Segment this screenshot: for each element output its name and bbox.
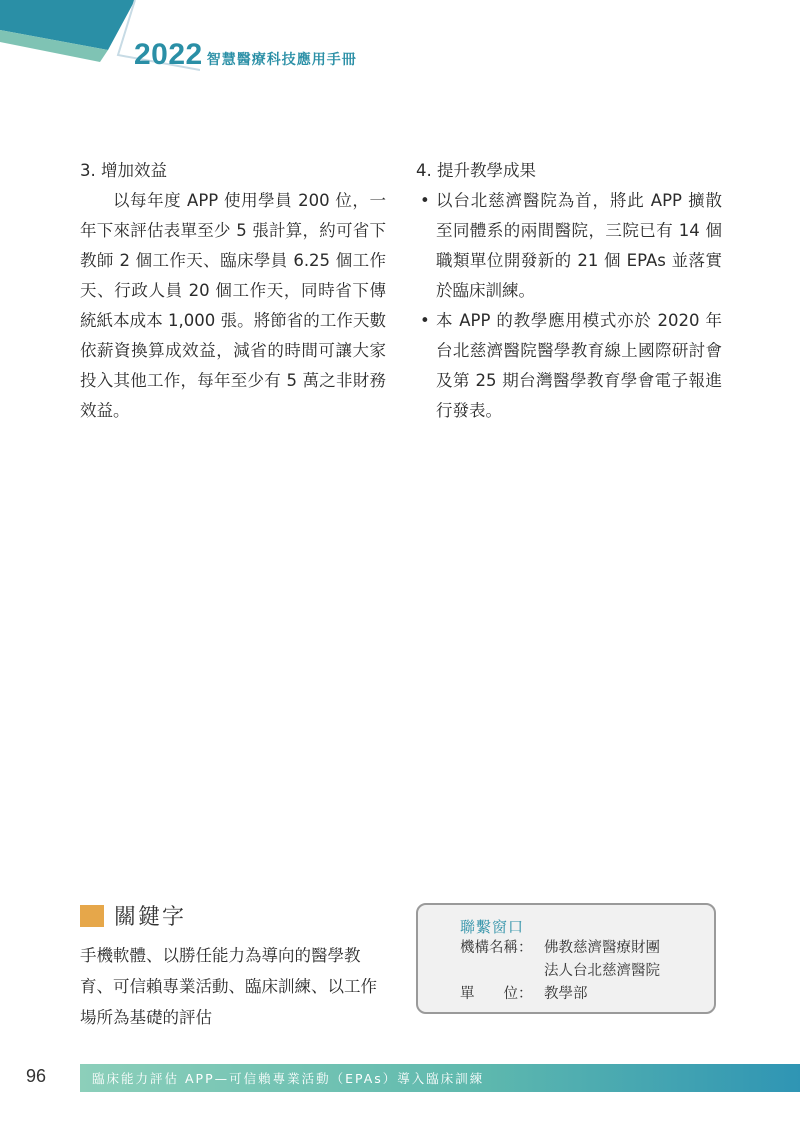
running-header: [134, 38, 357, 72]
contact-org-row: [460, 937, 714, 983]
contact-org-line2: 法人台北慈濟醫院: [544, 963, 660, 979]
list-item: • 以台北慈濟醫院為首，將此 APP 擴散至同體系的兩間醫院，三院已有 14 個職類單位開發新的 21 個 EPAs 並落實於臨床訓練。: [416, 186, 722, 306]
section-heading-outcomes: 4. 提升教學成果: [416, 161, 536, 180]
header-year: 2022: [134, 38, 203, 71]
footer-bar: [80, 1064, 800, 1092]
contact-box: [416, 903, 716, 1014]
header-book-title: 智慧醫療科技應用手冊: [206, 52, 357, 68]
outcomes-list: [416, 186, 722, 426]
left-column: [80, 156, 386, 426]
benefits-paragraph: 以每年度 APP 使用學員 200 位，一年下來評估表單至少 5 張計算，約可省下教師 2 個工作天、臨床學員 6.25 個工作天、行政人員 20 個工作天，同時省下傳統紙本成本 1,000 張。將節省的工作天數依薪資換算成效益，減省的時間可讓大家投入其他工作，每年至少有 5 萬之非財務效益。: [80, 191, 386, 420]
contact-unit-label: 單 位：: [460, 986, 533, 1002]
keywords-title: 關鍵字: [114, 905, 187, 930]
footer-title: 臨床能力評估 APP—可信賴專業活動（EPAs）導入臨床訓練: [92, 1071, 485, 1086]
keywords-text: 手機軟體、以勝任能力為導向的醫學教育、可信賴專業活動、臨床訓練、以工作場所為基礎的評估: [80, 946, 377, 1027]
contact-unit-row: [460, 983, 714, 1006]
right-column: [416, 156, 722, 426]
contact-org-line1: 佛教慈濟醫療財團: [544, 940, 660, 956]
contact-title: 聯繫窗口: [460, 918, 525, 936]
section-heading-benefits: 3. 增加效益: [80, 161, 167, 180]
contact-org-label: 機構名稱：: [460, 940, 533, 956]
list-item: • 本 APP 的教學應用模式亦於 2020 年台北慈濟醫院醫學教育線上國際研討會及第 25 期台灣醫學教育學會電子報進行發表。: [416, 306, 722, 426]
page-number: 96: [26, 1066, 47, 1086]
keywords-square-icon: [80, 905, 104, 927]
contact-org-value: [544, 937, 714, 983]
keywords-header: [80, 900, 186, 931]
contact-unit-value: 教學部: [544, 986, 588, 1002]
